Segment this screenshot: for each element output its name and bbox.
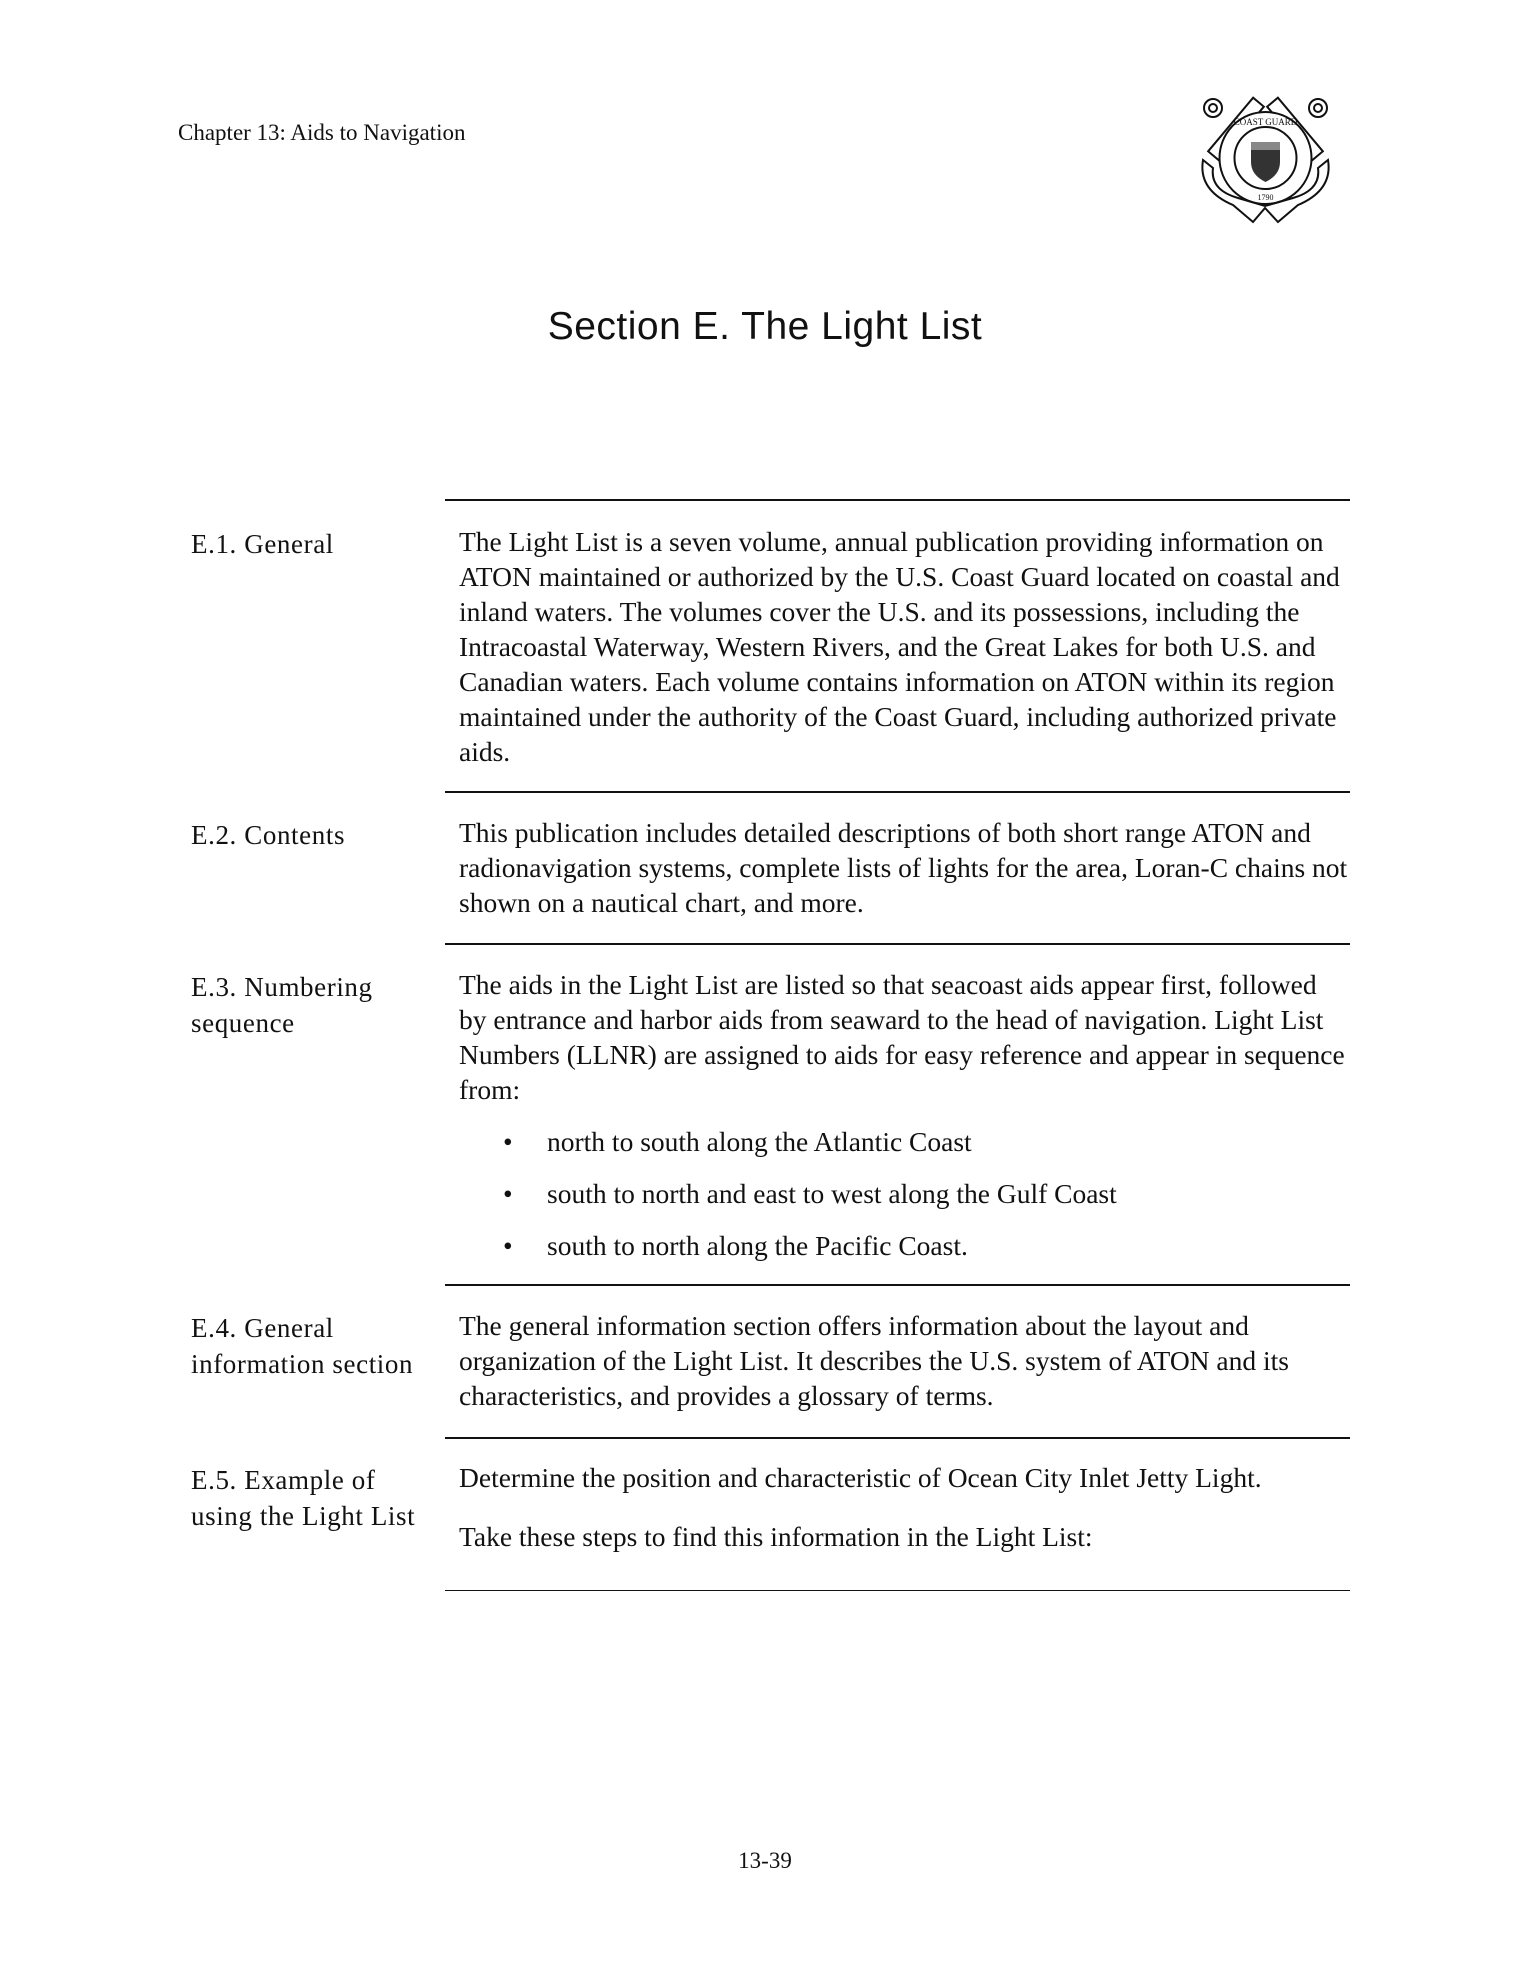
svg-text:COAST GUARD: COAST GUARD <box>1233 117 1298 127</box>
list-item-text: south to north along the Pacific Coast. <box>547 1230 968 1261</box>
bullet-list <box>459 1124 1349 1263</box>
bullet-icon: • <box>503 1230 513 1261</box>
svg-text:1790: 1790 <box>1257 193 1274 202</box>
section-divider <box>445 943 1350 945</box>
bullet-icon: • <box>503 1178 513 1209</box>
section-body-e5 <box>459 1460 1349 1554</box>
section-body-e4 <box>459 1308 1349 1413</box>
list-item <box>459 1124 1349 1159</box>
section-divider <box>445 1590 1350 1591</box>
section-label-e4: E.4. General information section <box>191 1313 414 1379</box>
section-body-e3 <box>459 967 1349 1263</box>
list-item-text: north to south along the Atlantic Coast <box>547 1126 972 1157</box>
section-title: Section E. The Light List <box>547 305 983 348</box>
running-head: Chapter 13: Aids to Navigation <box>178 120 466 145</box>
section-label-e2: E.2. Contents <box>191 820 346 850</box>
paragraph: Take these steps to find this information in the Light List: <box>459 1521 1093 1552</box>
paragraph: Determine the position and characteristic of Ocean City Inlet Jetty Light. <box>459 1462 1262 1493</box>
paragraph: The Light List is a seven volume, annual publication providing information on ATON maintained or authorized by the U.S. Coast Guard located on coastal and inland waters. The volumes cover the U.S. and its possessions, including the Intracoastal Waterway, Western Rivers, and the Great Lakes for both U.S. and Canadian waters. Each volume contains information on ATON within its region maintained under the authority of the Coast Guard, including authorized private aids. <box>459 526 1340 767</box>
coast-guard-emblem-icon <box>1193 90 1338 225</box>
paragraph: The aids in the Light List are listed so that seacoast aids appear first, followed by entrance and harbor aids from seaward to the head of navigation. Light List Numbers (LLNR) are assigned to aids for easy reference and appear in sequence from: <box>459 969 1345 1105</box>
section-divider <box>445 499 1350 501</box>
list-item-text: south to north and east to west along the Gulf Coast <box>547 1178 1117 1209</box>
section-body-e2 <box>459 815 1349 920</box>
section-divider <box>445 791 1350 793</box>
section-label-e1: E.1. General <box>191 529 334 559</box>
section-label-e5: E.5. Example of using the Light List <box>191 1465 416 1531</box>
paragraph: This publication includes detailed descriptions of both short range ATON and radionavigation systems, complete lists of lights for the area, Loran-C chains not shown on a nautical chart, and more. <box>459 817 1348 918</box>
section-label-e3: E.3. Numbering sequence <box>191 972 373 1038</box>
section-body-e1 <box>459 524 1349 769</box>
paragraph: The general information section offers information about the layout and organization of the Light List. It describes the U.S. system of ATON and its characteristics, and provides a glossary of terms. <box>459 1310 1289 1411</box>
list-item <box>459 1176 1349 1211</box>
section-divider <box>445 1284 1350 1286</box>
bullet-icon: • <box>503 1126 513 1157</box>
section-divider <box>445 1437 1350 1439</box>
page-number: 13-39 <box>738 1848 792 1873</box>
list-item <box>459 1228 1349 1263</box>
